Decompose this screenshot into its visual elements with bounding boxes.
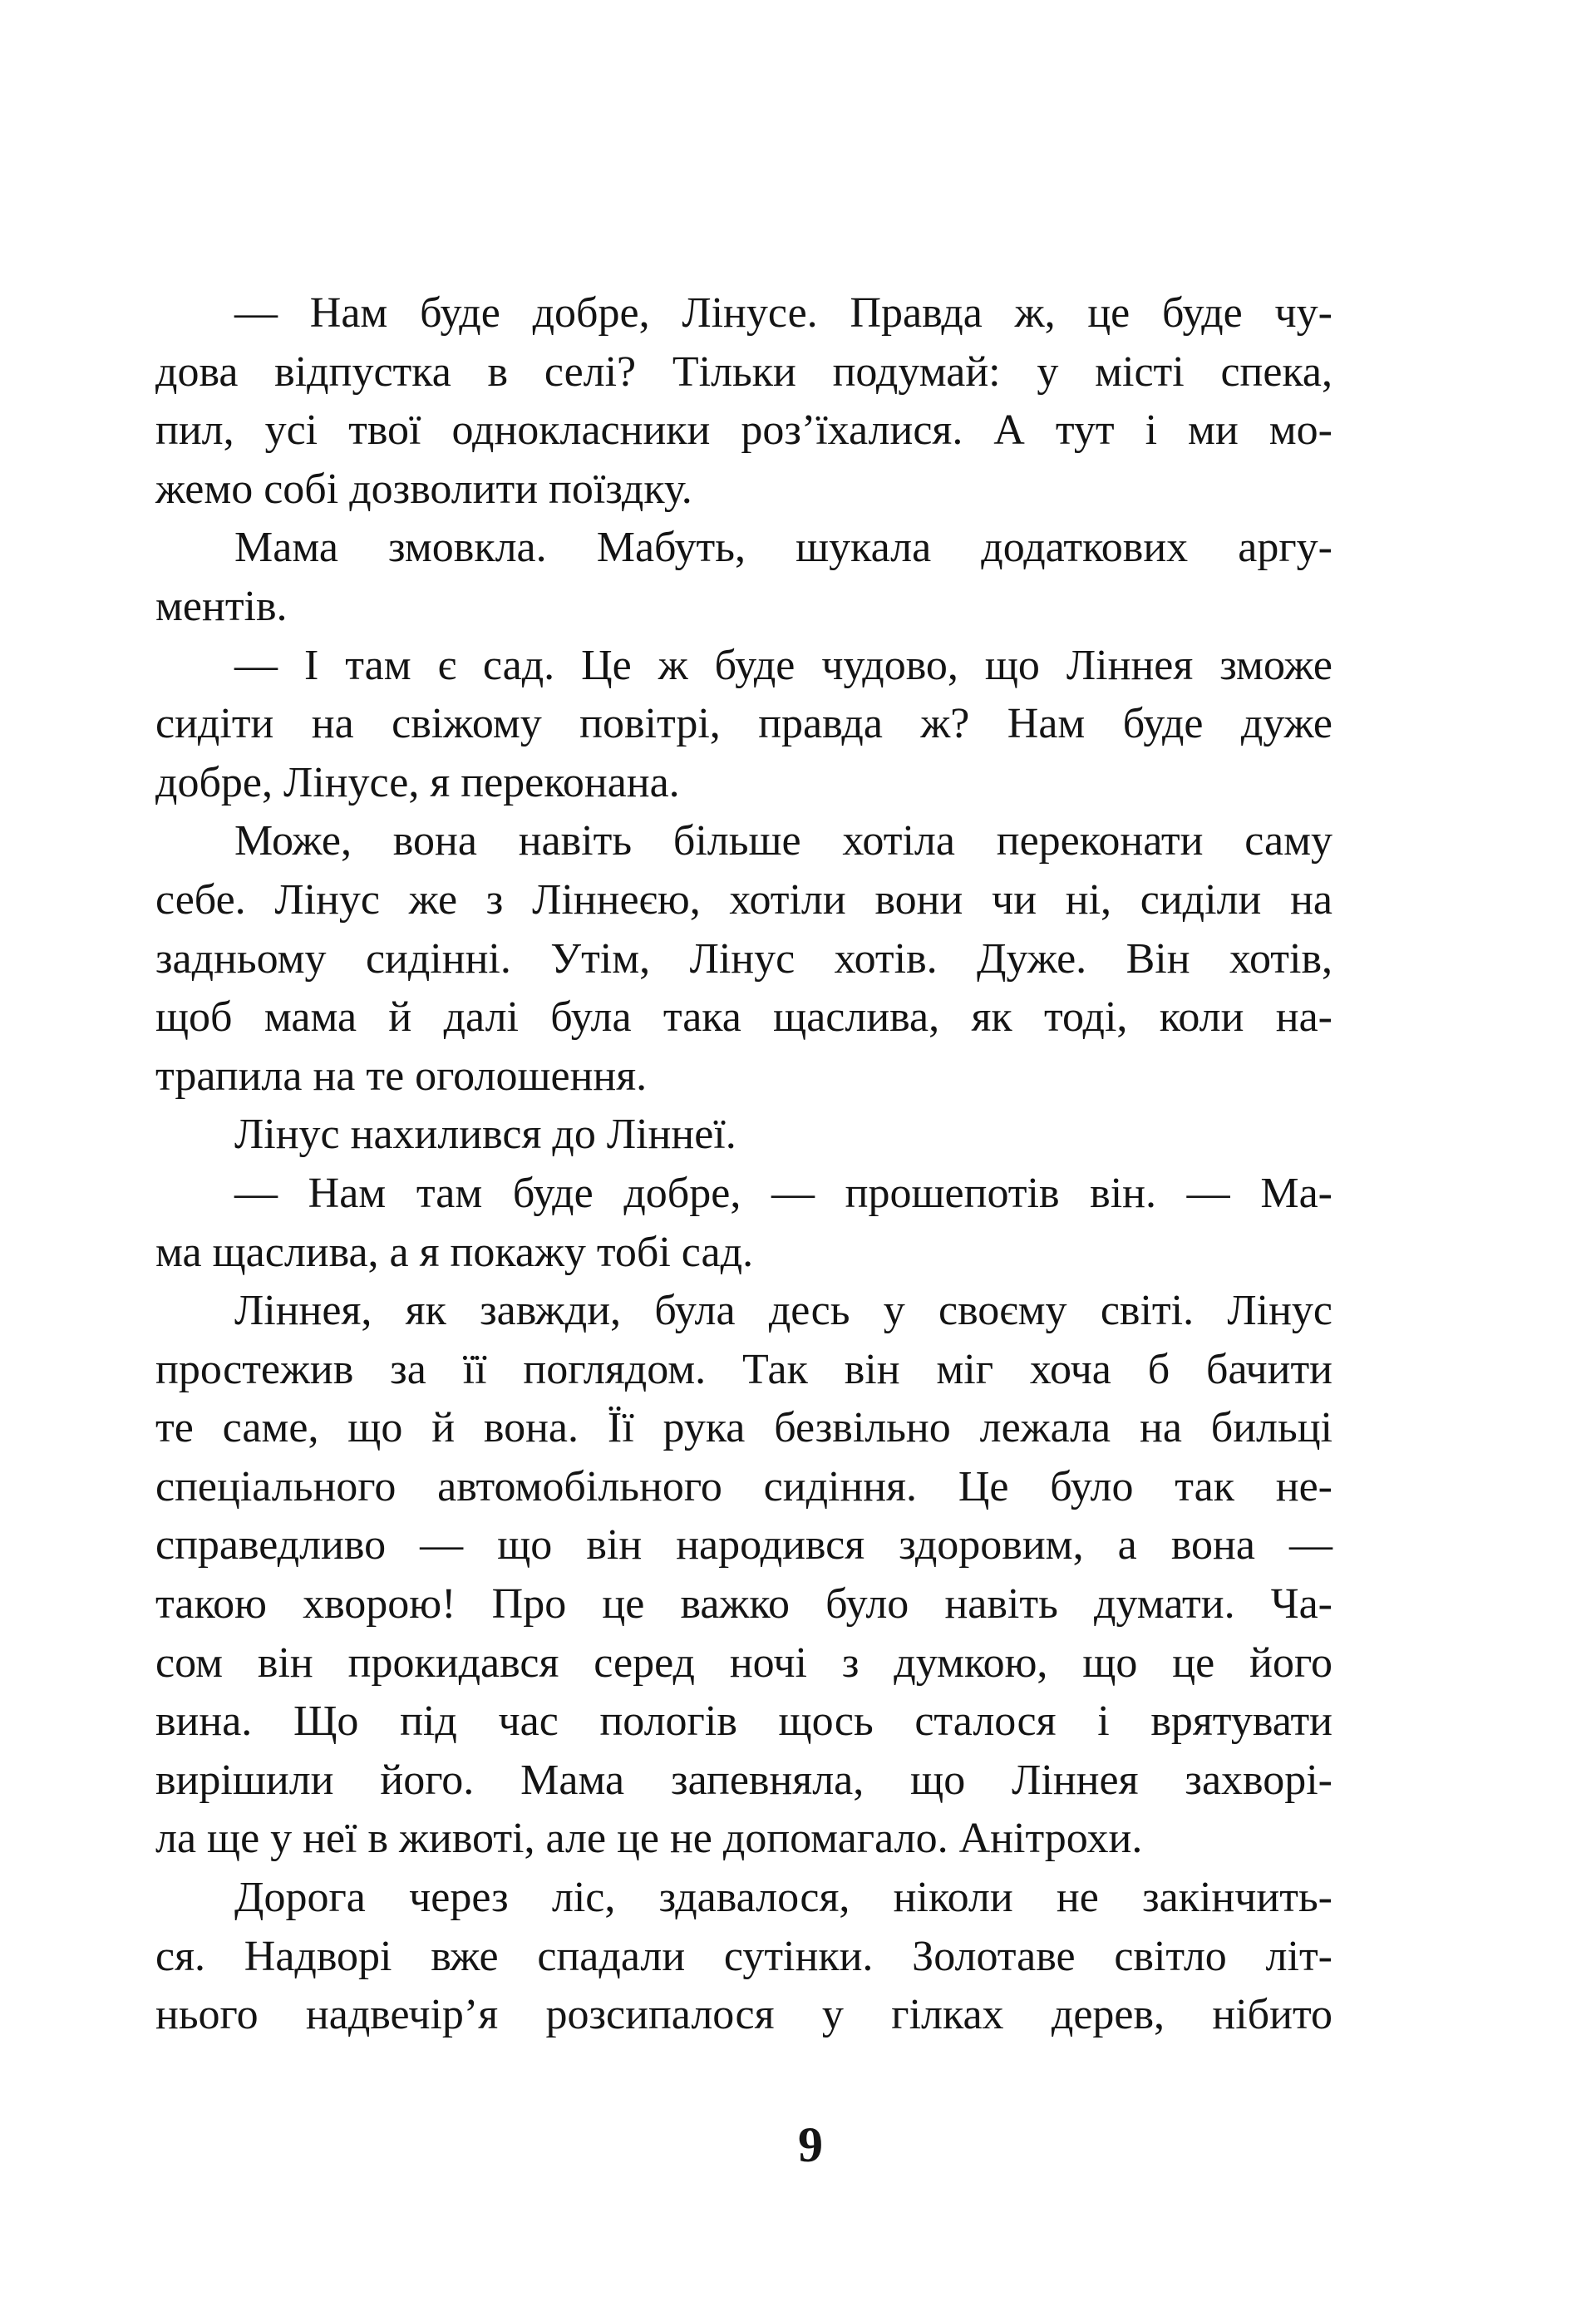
text-line: справедливо — що він народився здоровим, а вона —: [155, 1521, 1332, 1569]
text-line: спеціального автомобільного сидіння. Це було так не-: [155, 1462, 1332, 1510]
text-line: добре, Лінусе, я переконана.: [155, 758, 680, 806]
text-line: сом він прокидався серед ночі з думкою, що це його: [155, 1638, 1332, 1687]
body-text: [155, 284, 1332, 2045]
text-line: нього надвечір’я розсипалося у гілках дерев, нібито: [155, 1991, 1332, 2039]
text-line: себе. Лінус же з Ліннеєю, хотіли вони чи ні, сиділи на: [155, 875, 1332, 924]
text-line: сидіти на свіжому повітрі, правда ж? Нам буде дуже: [155, 700, 1332, 748]
text-line: вина. Що під час пологів щось сталося і врятувати: [155, 1698, 1332, 1746]
page-number: 9: [798, 2117, 823, 2172]
text-line: жемо собі дозволити поїздку.: [155, 465, 692, 513]
text-line: — І там є сад. Це ж буде чудово, що Ліннея зможе: [234, 641, 1332, 689]
text-line: ма щаслива, а я покажу тобі сад.: [155, 1228, 754, 1276]
text-line: Мама змовкла. Мабуть, шукала додаткових аргу-: [234, 524, 1332, 572]
text-line: простежив за її поглядом. Так він міг хоча б бачити: [155, 1345, 1332, 1393]
text-line: дова відпустка в селі? Тільки подумай: у місті спека,: [155, 347, 1332, 396]
text-line: Дорога через ліс, здавалося, ніколи не закінчить-: [234, 1874, 1332, 1922]
text-line: такою хворою! Про це важко було навіть думати. Ча-: [155, 1580, 1332, 1629]
text-line: ла ще у неї в животі, але це не допомагало. Анітрохи.: [155, 1815, 1143, 1863]
text-line: ся. Надворі вже спадали сутінки. Золотаве світло літ-: [155, 1932, 1332, 1980]
text-line: те саме, що й вона. Її рука безвільно лежала на бильці: [155, 1404, 1332, 1452]
text-line: трапила на те оголошення.: [155, 1052, 648, 1100]
text-line: пил, усі твої однокласники роз’їхалися. А тут і ми мо-: [155, 407, 1332, 455]
text-line: Лінус нахилився до Ліннеї.: [234, 1111, 736, 1159]
text-line: вирішили його. Мама запевняла, що Ліннея захворі-: [155, 1756, 1332, 1804]
text-line: — Нам буде добре, Лінусе. Правда ж, це буде чу-: [234, 289, 1332, 337]
text-line: Ліннея, як завжди, була десь у своєму світі. Лінус: [234, 1287, 1332, 1335]
text-line: ментів.: [155, 582, 288, 630]
text-line: Може, вона навіть більше хотіла переконати саму: [234, 817, 1332, 865]
text-line: щоб мама й далі була така щаслива, як тоді, коли на-: [155, 993, 1332, 1042]
text-line: — Нам там буде добре, — прошепотів він. — Ма-: [234, 1169, 1332, 1217]
text-line: задньому сидінні. Утім, Лінус хотів. Дуже. Він хотів,: [155, 934, 1332, 983]
